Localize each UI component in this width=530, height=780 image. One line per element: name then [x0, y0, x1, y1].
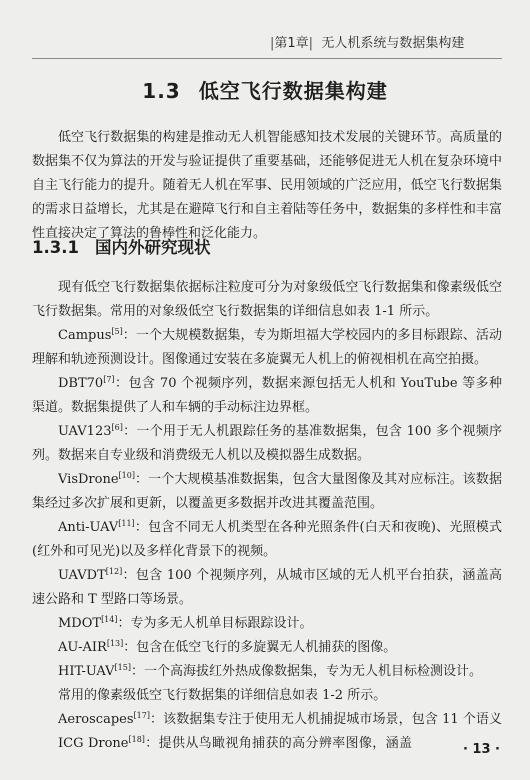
dataset-description: ：包含 100 个视频序列，从城市区域的无人机平台拍获，涵盖高速公路和 T 型路口等场景。 [32, 568, 502, 607]
dataset-description: ：一个高海拔红外热成像数据集，专为无人机目标检测设计。 [130, 664, 482, 679]
dataset-description: ：包含 70 个视频序列，数据来源包括无人机和 YouTube 等多种渠道。数据集提供了人和车辆的手动标注边界框。 [32, 376, 502, 415]
dataset-name: MDOT [58, 616, 102, 631]
dataset-name: ICG Drone [58, 736, 129, 751]
dataset-name: Anti-UAV [58, 520, 119, 535]
citation-ref: [14] [101, 615, 118, 624]
pixel-dataset-entry-icg-drone [32, 732, 412, 756]
dataset-name: DBT70 [58, 376, 104, 391]
dataset-description: ：专为多无人机单目标跟踪设计。 [117, 616, 313, 631]
header-bar-glyph: | [308, 36, 314, 51]
dataset-description: ：一个用于无人机跟踪任务的基准数据集，包含 100 多个视频序列。数据来自专业级和消费级无人机以及模拟器生成数据。 [32, 424, 502, 463]
header-title: 无人机系统与数据集构建 [321, 36, 465, 51]
dataset-entry-uav123 [32, 420, 502, 468]
dataset-description: ：包含不同无人机类型在各种光照条件(白天和夜晚)、光照模式(红外和可见光)以及多样化背景下的视频。 [32, 520, 502, 559]
running-header [270, 32, 520, 51]
section-title: 低空飞行数据集构建 [198, 79, 388, 103]
citation-ref: [5] [111, 327, 123, 336]
citation-ref: [11] [118, 519, 135, 528]
header-divider [32, 58, 502, 59]
header-chapter: 第1章 [274, 36, 309, 51]
subsection-title: 国内外研究现状 [94, 238, 211, 257]
dataset-entry-hit-uav [32, 660, 502, 684]
header-bar-glyph: | [270, 36, 275, 51]
citation-ref: [13] [106, 639, 124, 648]
citation-ref: [18] [128, 735, 145, 744]
section-number: 1.3 [142, 79, 181, 103]
citation-ref: [12] [105, 567, 123, 576]
dataset-name: UAVDT [58, 568, 106, 583]
dataset-entry-anti-uav [32, 516, 502, 564]
dataset-name: UAV123 [58, 424, 112, 439]
citation-ref: [10] [118, 471, 135, 480]
dataset-entry-visdrone [32, 468, 502, 516]
dataset-description: ：一个大规模数据集，专为斯坦福大学校园内的多目标跟踪、活动理解和轨迹预测设计。图像通过安装在多旋翼无人机上的俯视相机在高空拍摄。 [32, 328, 502, 367]
pixel-dataset-intro: 常用的像素级低空飞行数据集的详细信息如表 1-2 所示。 [58, 688, 387, 703]
dataset-description: ：提供从鸟瞰视角捕获的高分辨率图像，涵盖 [144, 736, 412, 751]
citation-ref: [17] [133, 711, 150, 720]
dataset-description: ：包含在低空飞行的多旋翼无人机捕获的图像。 [123, 640, 397, 655]
dataset-entry-dbt70 [32, 372, 502, 420]
dataset-name: Campus [58, 328, 112, 343]
page-number: · 13 · [462, 742, 500, 757]
citation-ref: [7] [103, 375, 115, 384]
dataset-entry-mdot [32, 612, 502, 636]
dataset-entry-au-air [32, 636, 502, 660]
section-heading [0, 75, 530, 104]
overview-paragraph: 现有低空飞行数据集依据标注粒度可分为对象级低空飞行数据集和像素级低空飞行数据集。常用的对象级低空飞行数据集的详细信息如表 1-1 所示。 [32, 280, 502, 319]
pixel-dataset-entry-aeroscapes [32, 708, 502, 732]
dataset-entry-uavdt [32, 564, 502, 612]
citation-ref: [15] [114, 663, 131, 672]
dataset-name: HIT-UAV [58, 664, 115, 679]
intro-paragraph: 低空飞行数据集的构建是推动无人机智能感知技术发展的关键环节。高质量的数据集不仅为算法的开发与验证提供了重要基础，还能够促进无人机在复杂环境中自主飞行能力的提升。随着无人机在军事、民用领域的广泛应用，低空飞行数据集的需求日益增长，尤其是在避障飞行和自主着陆等任务中，数据集的多样性和丰富性直接决定了算法的鲁棒性和泛化能力。 [32, 130, 502, 241]
dataset-description: ：该数据集专注于使用无人机捕捉城市场景，包含 11 个语义 [149, 712, 502, 727]
subsection-heading [32, 234, 210, 258]
dataset-name: AU-AIR [58, 640, 107, 655]
subsection-number: 1.3.1 [32, 238, 79, 257]
citation-ref: [6] [111, 423, 123, 432]
dataset-description: ：一个大规模基准数据集，包含大量图像及其对应标注。该数据集经过多次扩展和更新，以覆盖更多数据并改进其覆盖范围。 [32, 472, 502, 511]
dataset-entry-campus [32, 324, 502, 372]
dataset-name: Aeroscapes [58, 712, 134, 727]
dataset-name: VisDrone [58, 472, 119, 487]
